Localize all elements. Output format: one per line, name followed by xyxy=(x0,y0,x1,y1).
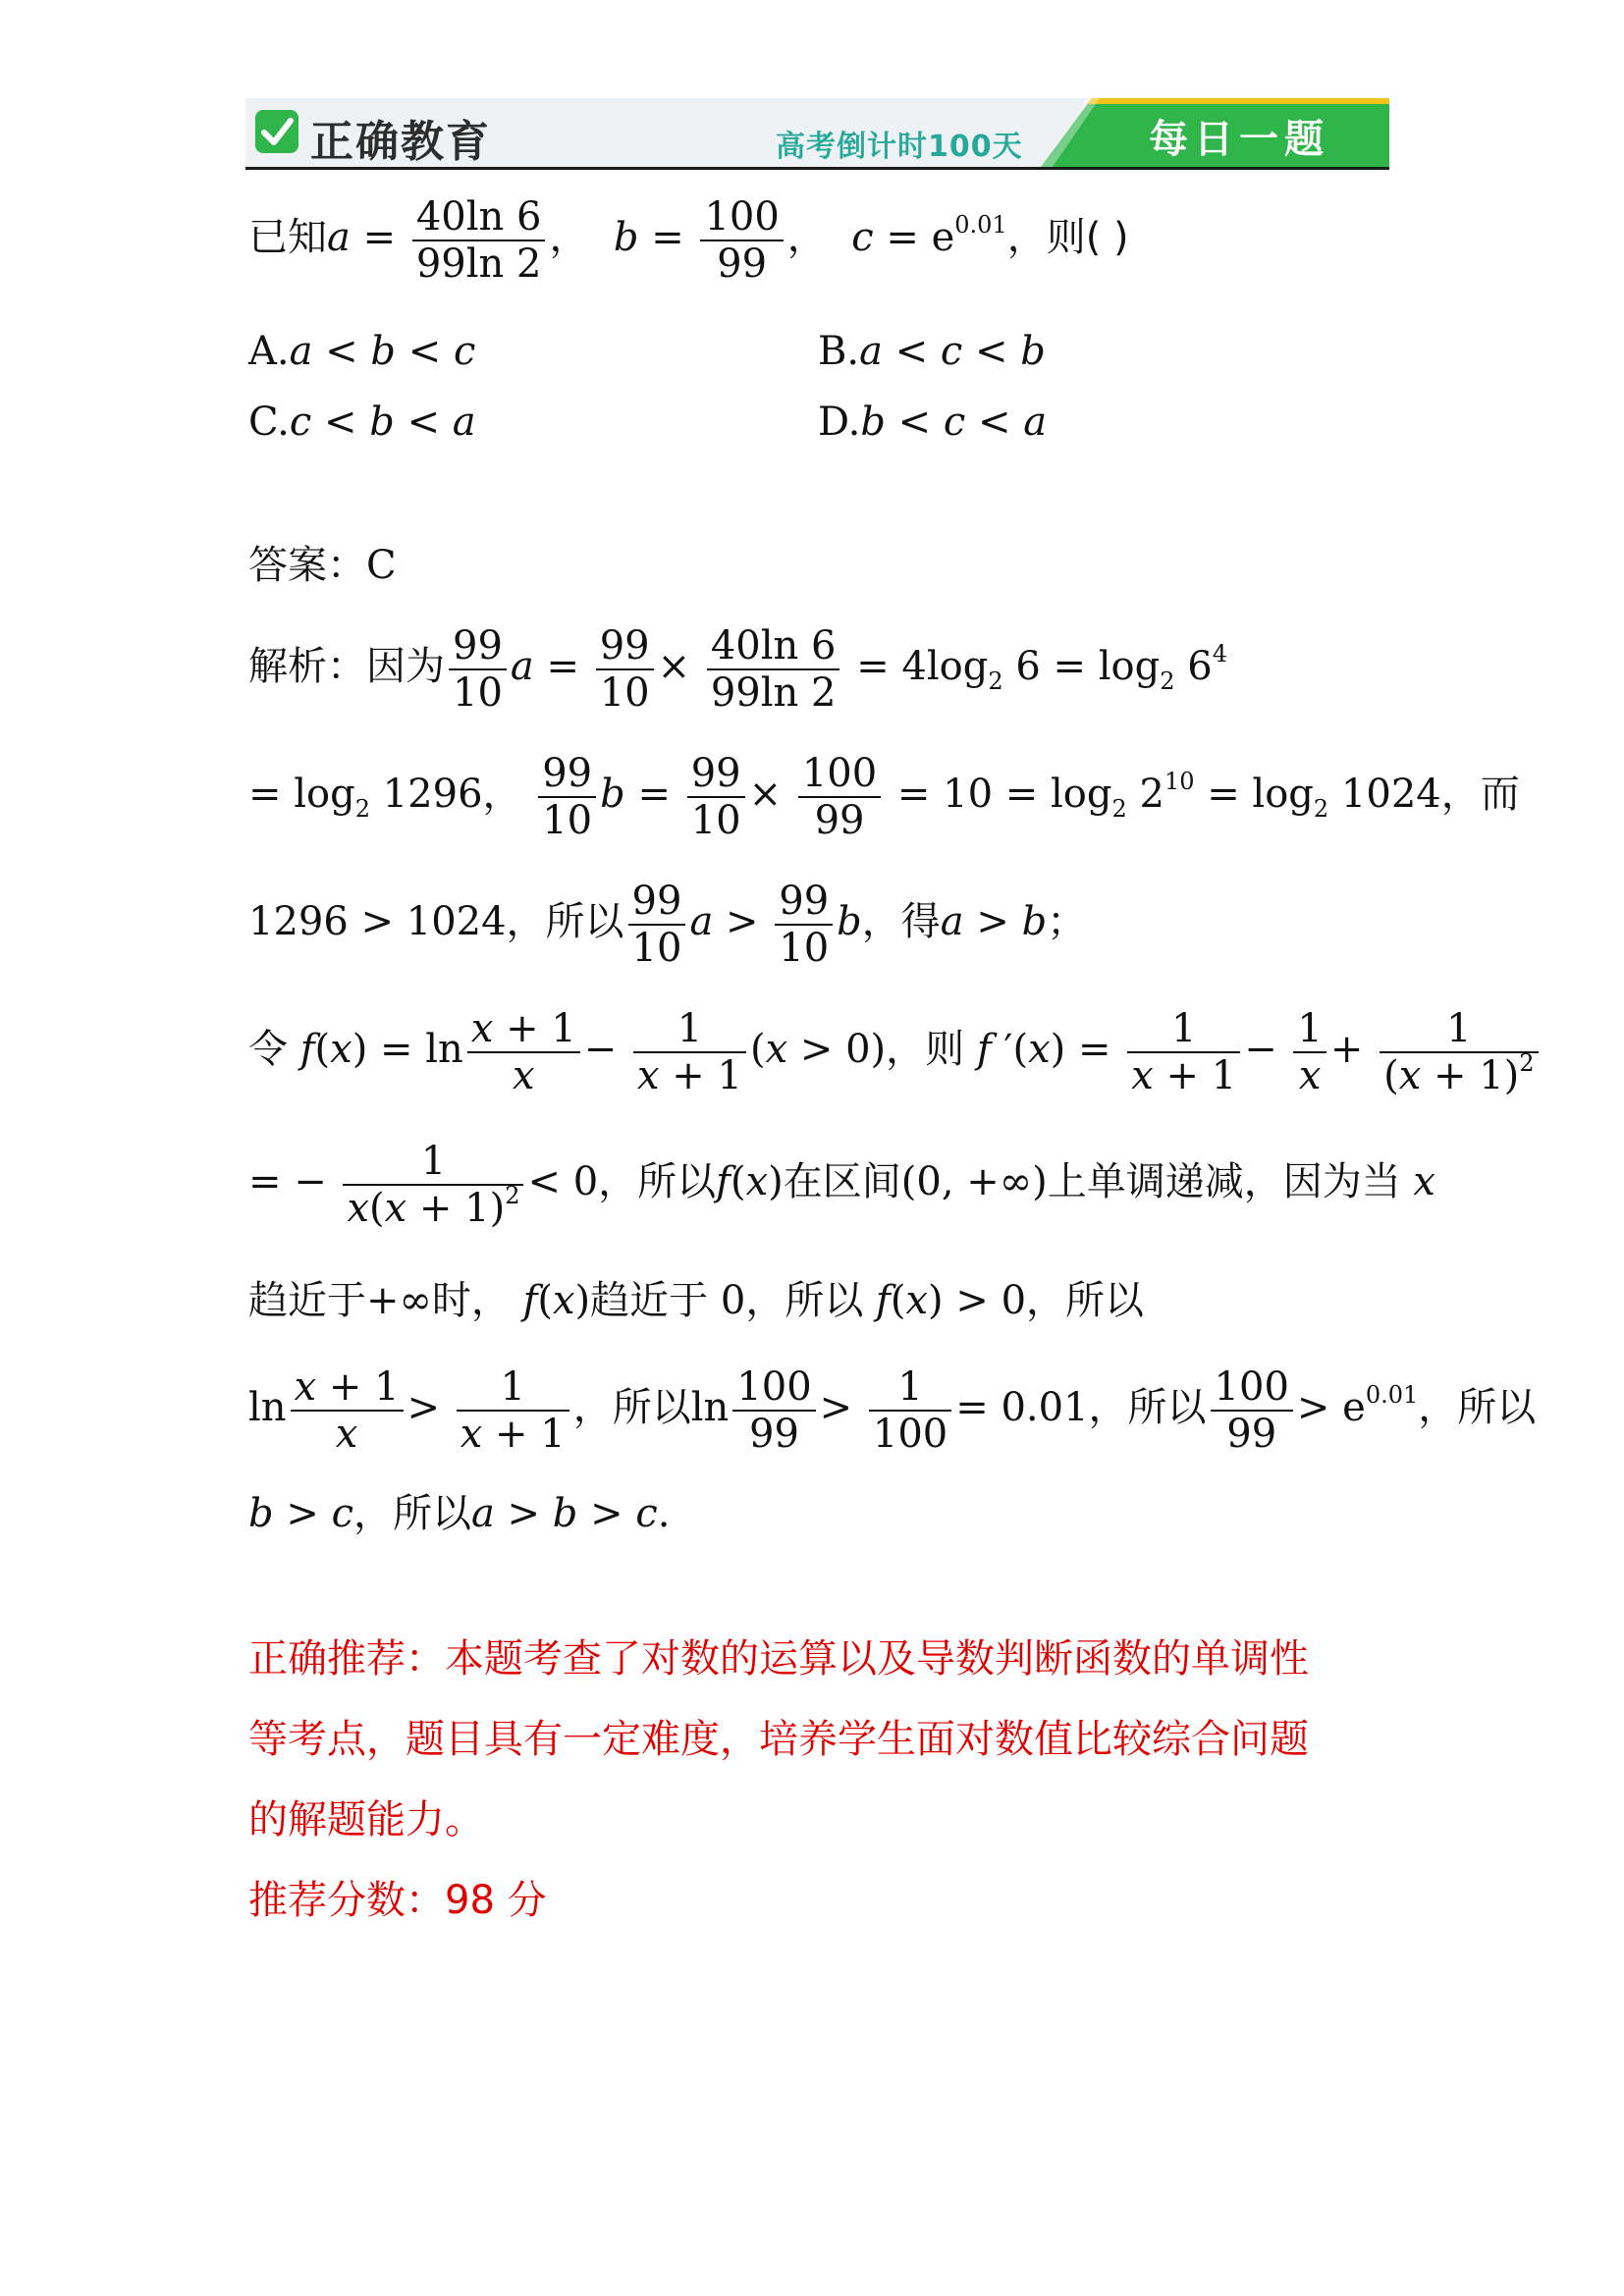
recommend-score: 推荐分数：98 分 xyxy=(248,1878,547,1923)
question-stem: 已知a = $\frac{40\ln 6}{99\ln 2}$ ， b = $\frac{100}{99}$ ， $c = e^{0.01}$，则( ) xyxy=(248,194,1129,287)
page-header xyxy=(245,98,1389,169)
analysis-line-1: 解析：因为 $\frac{99}{10}$ a = $\frac{99}{10}$ × $\frac{40\ln 6}{99\ln 2}$ = $4\log_2$ $6 = \log_2 6^4$ xyxy=(248,623,1227,716)
option-a: A.a < b < c xyxy=(248,329,476,374)
option-b: B.a < c < b xyxy=(818,329,1046,374)
analysis-line-5: = − $\frac{1}{x(x + 1)^2}$ < 0，所以f(x)在区间(0, +∞)上单调递减，因为当 x xyxy=(248,1139,1435,1231)
recommend-line-2: 等考点，题目具有一定难度，培养学生面对数值比较综合问题 xyxy=(248,1717,1309,1762)
daily-question-title: 每日一题 xyxy=(1149,117,1329,162)
analysis-line-3: 1296 > 1024，所以 $\frac{99}{10}$ a > $\frac{99}{10}$ b，得a > b； xyxy=(248,879,1087,971)
analysis-line-6: 趋近于+∞时， f(x)趋近于 0，所以 f(x) > 0，所以 xyxy=(248,1278,1145,1323)
answer: 答案：C xyxy=(248,543,397,588)
recommend-line-1: 正确推荐：本题考查了对数的运算以及导数判断函数的单调性 xyxy=(248,1636,1309,1682)
recommend-line-3: 的解题能力。 xyxy=(248,1797,484,1842)
fraction-b: $\frac{100}{99}$ xyxy=(700,194,783,287)
countdown-text: 高考倒计时100天 xyxy=(776,130,1023,164)
checkmark-icon xyxy=(255,110,298,153)
analysis-line-8: b > c，所以a > b > c. xyxy=(248,1491,671,1536)
brand-name: 正确教育 xyxy=(310,117,491,167)
option-c: C.c < b < a xyxy=(248,400,476,445)
analysis-line-4: 令 f(x) = ln $\frac{x + 1}{x}$ − $\frac{1}{x + 1}$ (x > 0)，则 f ′(x) = $\frac{1}{x + 1}$ − $\frac{1}{x}$ + $\frac{1}{(x + 1)^2}$ xyxy=(248,1006,1543,1098)
analysis-line-7: ln $\frac{x + 1}{x}$ > $\frac{1}{x + 1}$ ，所以ln $\frac{100}{99}$ > $\frac{1}{100}$ = 0.01，所以 $\frac{100}{99}$ > $e^{0.01}$，所以 xyxy=(248,1364,1537,1457)
header-rule xyxy=(245,167,1389,170)
option-d: D.b < c < a xyxy=(818,400,1048,445)
analysis-line-2: = $\log_2 1296$， $\frac{99}{10}$ b = $\frac{99}{10}$ × $\frac{100}{99}$ = $10 = \log_2 2^{10} = \log_2 1024$，而 xyxy=(248,751,1520,843)
fraction-a: $\frac{40\ln 6}{99\ln 2}$ xyxy=(412,194,546,287)
